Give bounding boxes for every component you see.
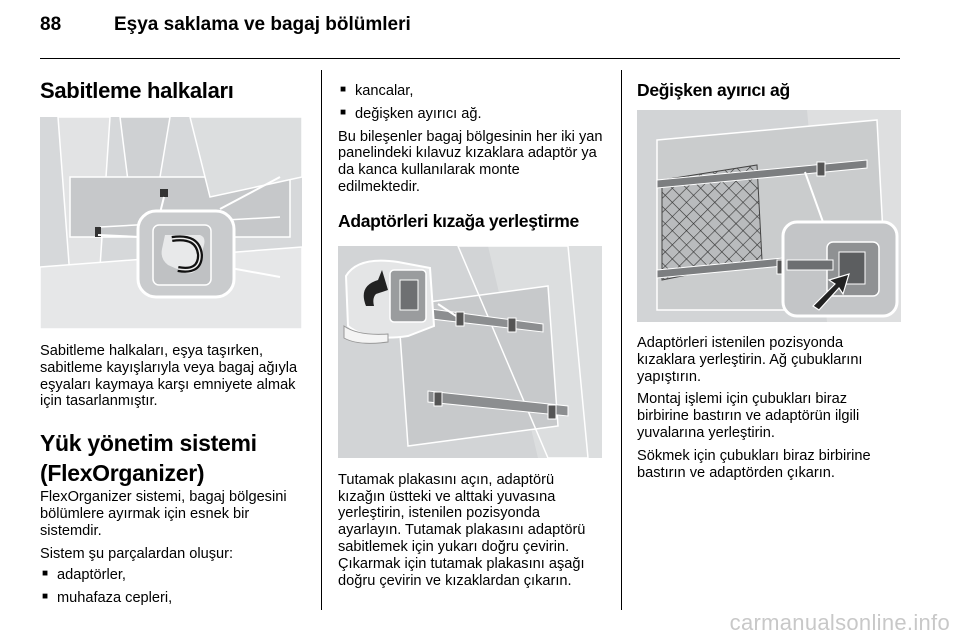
paragraph-lashing-eyes: Sabitleme halkaları, eşya taşırken, sabitleme kayışlarıyla veya bagaj ağıyla eşyaları kaymaya karşı emniyete almak için tasarlanmıştır. <box>40 343 298 410</box>
page-number: 88 <box>40 14 62 35</box>
components-list-1 <box>40 567 302 607</box>
watermark: carmanualsonline.info <box>729 610 950 635</box>
list-item: ■ adaptörler, <box>40 567 302 584</box>
column-divider-1 <box>321 70 322 610</box>
column-divider-2 <box>621 70 622 610</box>
components-list-2 <box>338 83 604 123</box>
list-item: ■ değişken ayırıcı ağ. <box>338 106 604 123</box>
paragraph-partition-net-1: Adaptörleri istenilen pozisyonda kızaklara yerleştirin. Ağ çubuklarını yapıştırın. <box>637 335 863 385</box>
page-header <box>40 14 411 36</box>
list-item: ■ muhafaza cepleri, <box>40 590 302 607</box>
paragraph-partition-net-2: Montaj işlemi için çubukları biraz birbirine bastırın ve adaptörün ilgili yuvalarına yerleştirin. <box>637 391 860 441</box>
heading-flexorganizer-line2: (FlexOrganizer) <box>40 460 205 487</box>
paragraph-partition-net-3: Sökmek için çubukları biraz birbirine bastırın ve adaptörden çıkarın. <box>637 447 871 481</box>
adapter-rail-illustration <box>338 246 602 458</box>
paragraph-components-intro: Sistem şu parçalardan oluşur: <box>40 545 234 562</box>
paragraph-components-mounting: Bu bileşenler bagaj bölgesinin her iki yan panelindeki kılavuz kızaklara adaptör ya da kanca kullanılarak monte edilmektedir. <box>338 128 603 195</box>
column-1 <box>40 70 302 607</box>
column-2 <box>338 70 604 589</box>
trunk-lashing-eye-illustration <box>40 117 302 329</box>
paragraph-insert-adapters: Tutamak plakasını açın, adaptörü kızağın üstteki ve alttaki yuvasına yerleştirin, istenilen pozisyonda ayarlayın. Tutamak plakasını adaptörü sabitlemek için yukarı doğru çevirin. Çıkarmak için tutamak plakasını aşağı doğru çevirin ve kızaklardan çıkarın. <box>338 471 586 589</box>
section-title: Eşya saklama ve bagaj bölümleri <box>114 14 411 35</box>
heading-partition-net: Değişken ayırıcı ağ <box>637 80 790 100</box>
list-item: ■ kancalar, <box>338 83 604 100</box>
column-3 <box>637 70 903 481</box>
heading-lashing-eyes: Sabitleme halkaları <box>40 78 234 103</box>
header-divider <box>40 58 900 59</box>
heading-insert-adapters: Adaptörleri kızağa yerleştirme <box>338 210 579 231</box>
variable-partition-net-illustration <box>637 110 901 322</box>
paragraph-flexorganizer: FlexOrganizer sistemi, bagaj bölgesini bölümlere ayırmak için esnek bir sistemdir. <box>40 489 287 539</box>
heading-flexorganizer-line1: Yük yönetim sistemi <box>40 430 257 457</box>
